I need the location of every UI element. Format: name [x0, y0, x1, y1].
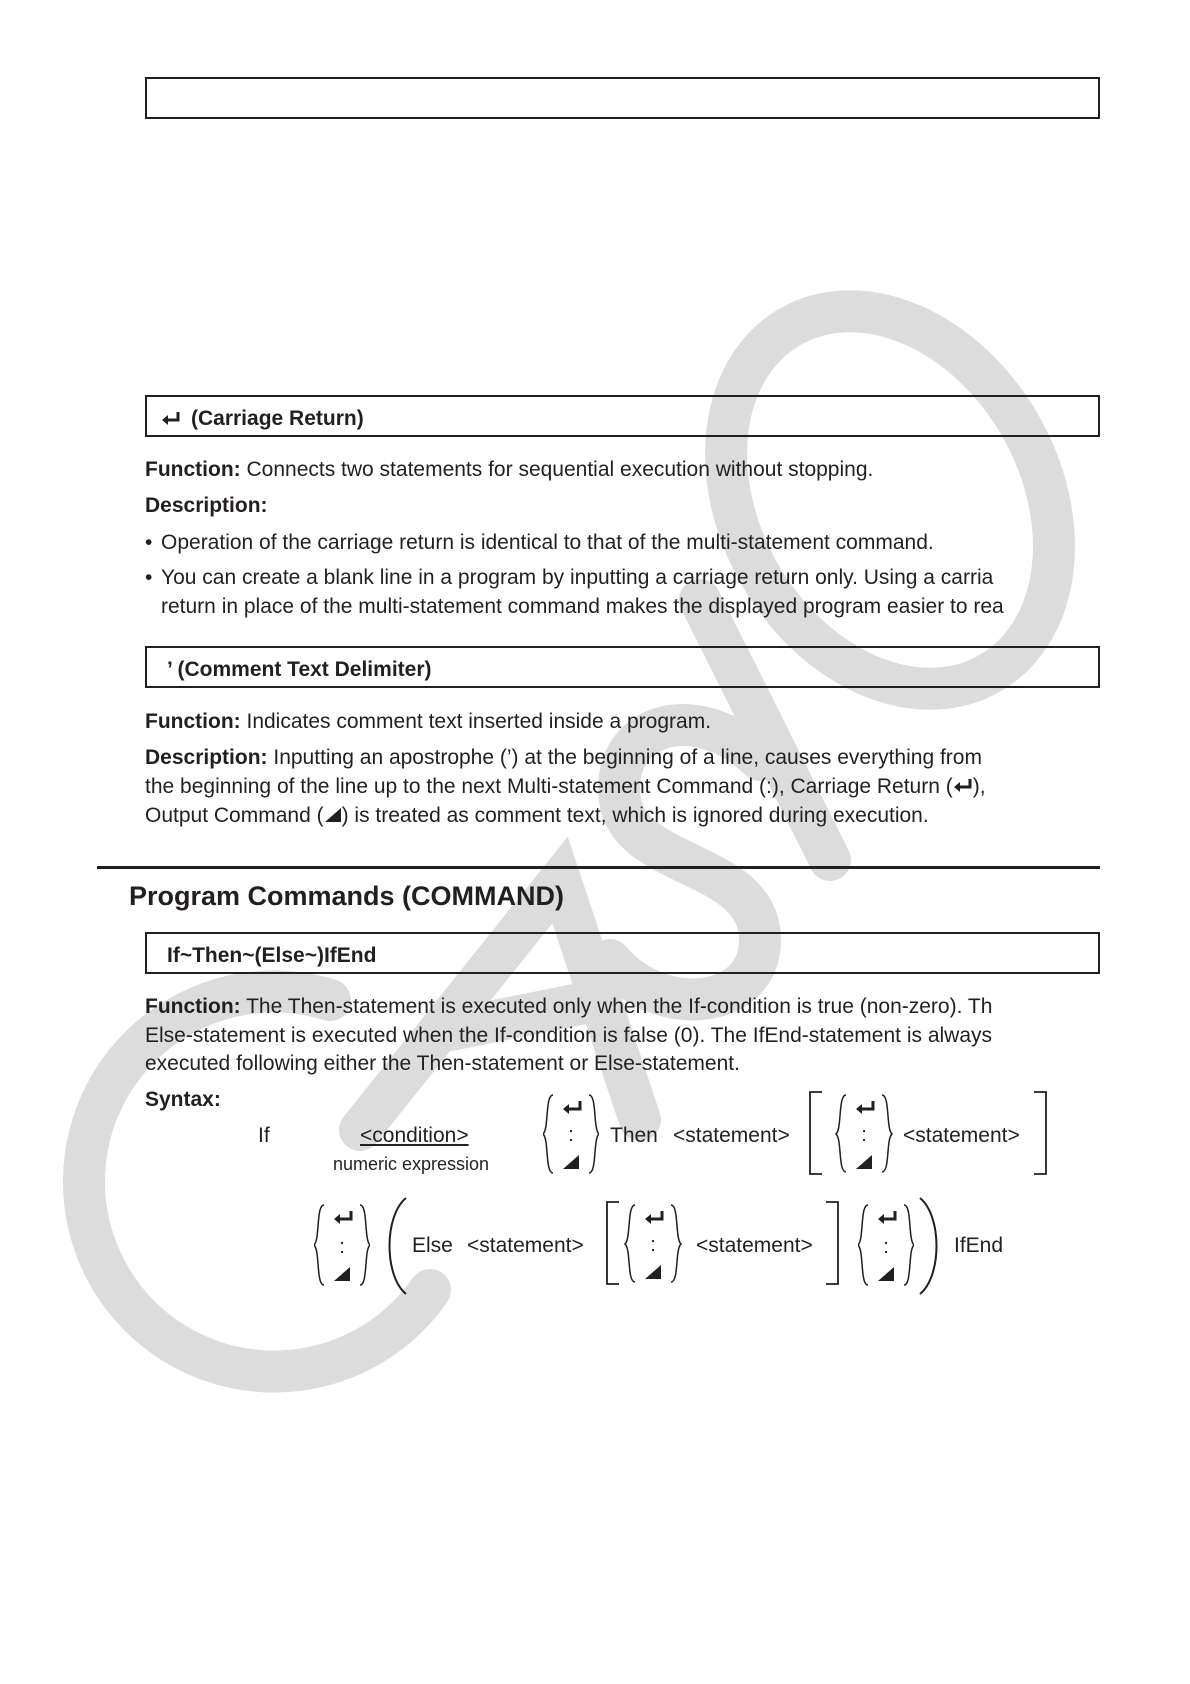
- if-then-function-line-3: executed following either the Then-statement or Else-statement.: [145, 1052, 740, 1075]
- description-text: the beginning of the line up to the next Multi-statement Command (:), Carriage Return (: [145, 775, 953, 798]
- description-text: Output Command (: [145, 804, 324, 827]
- description-label: Description:: [145, 494, 268, 517]
- carriage-return-function: [145, 455, 873, 484]
- section-divider: [97, 866, 1100, 869]
- optional-paren-close: [918, 1196, 946, 1296]
- function-label: Function:: [145, 995, 241, 1018]
- carriage-return-title: (Carriage Return): [191, 407, 364, 430]
- comment-description-line-1: [145, 743, 982, 772]
- comment-title: ’ (Comment Text Delimiter): [167, 658, 432, 681]
- function-label: Function:: [145, 710, 241, 733]
- syntax-ifend-keyword: IfEnd: [954, 1234, 1004, 1257]
- separator-brace-group: [314, 1203, 370, 1287]
- comment-function: [145, 707, 711, 736]
- bullet-2-line-2: return in place of the multi-statement command makes the displayed program easier to rea: [161, 595, 1004, 618]
- function-text: Indicates comment text inserted inside a program.: [246, 710, 712, 733]
- function-text: Connects two statements for sequential execution without stopping.: [246, 458, 874, 481]
- description-text: Inputting an apostrophe (’) at the beginning of a line, causes everything from: [273, 746, 982, 769]
- svg-text::: :: [568, 1124, 574, 1146]
- carriage-return-description-label: [145, 491, 268, 520]
- svg-text::: :: [861, 1124, 867, 1146]
- description-text: ) is treated as comment text, which is ignored during execution.: [341, 804, 929, 827]
- section-title: Program Commands (COMMAND): [129, 881, 565, 911]
- function-text: The Then-statement is executed only when the If-condition is true (non-zero). Th: [246, 995, 993, 1018]
- output-command-icon: [324, 807, 342, 823]
- carriage-return-icon: [953, 778, 973, 794]
- description-label: Description:: [145, 746, 268, 769]
- syntax-statement: <statement>: [467, 1234, 584, 1257]
- syntax-then-keyword: Then: [610, 1124, 658, 1147]
- svg-text::: :: [650, 1234, 656, 1256]
- comment-title-box: [145, 646, 1100, 688]
- separator-brace-group: [543, 1093, 599, 1175]
- bullet-1: Operation of the carriage return is identical to that of the multi-statement command.: [161, 531, 934, 554]
- comment-description-line-3: [145, 801, 929, 830]
- if-then-title: If~Then~(Else~)IfEnd: [167, 944, 377, 967]
- bullet-dot: •: [145, 566, 153, 589]
- header-box: [145, 77, 1100, 119]
- syntax-if-keyword: If: [258, 1124, 270, 1147]
- function-label: Function:: [145, 458, 241, 481]
- comment-description-line-2: [145, 772, 986, 801]
- bullet-2-line-1: You can create a blank line in a program by inputting a carriage return only. Using a carria: [161, 566, 994, 589]
- if-then-function-line-1: [145, 992, 992, 1021]
- syntax-else-keyword: Else: [412, 1234, 453, 1257]
- syntax-condition: <condition>: [360, 1124, 469, 1147]
- carriage-return-icon: [161, 411, 181, 427]
- if-then-function-line-2: Else-statement is executed when the If-condition is false (0). The IfEnd-statement is always: [145, 1024, 993, 1047]
- syntax-statement: <statement>: [903, 1124, 1020, 1147]
- syntax-label: [145, 1085, 221, 1114]
- separator-brace-group: [858, 1203, 914, 1287]
- svg-text::: :: [883, 1236, 889, 1258]
- bullet-dot: •: [145, 531, 153, 554]
- if-then-title-box: [145, 932, 1100, 974]
- description-text: ),: [972, 775, 986, 798]
- svg-text::: :: [339, 1236, 345, 1258]
- syntax-label-text: Syntax:: [145, 1088, 221, 1111]
- carriage-return-title-box: [145, 395, 1100, 437]
- syntax-statement: <statement>: [673, 1124, 790, 1147]
- syntax-condition-note: numeric expression: [333, 1154, 490, 1174]
- syntax-statement: <statement>: [696, 1234, 813, 1257]
- optional-paren-open: [380, 1196, 408, 1296]
